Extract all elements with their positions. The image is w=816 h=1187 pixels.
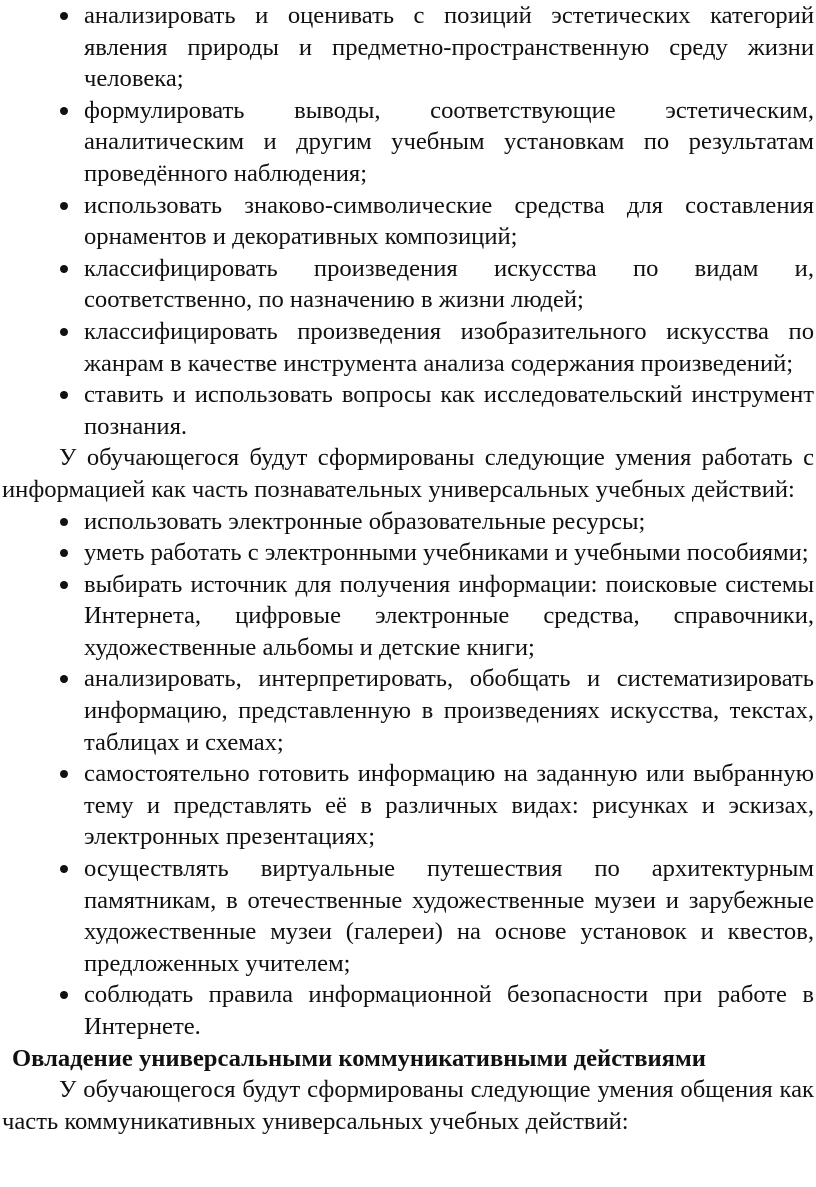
list-item-text: формулировать выводы, соответствующие эстетическим, аналитическим и другим учебным установкам по результатам проведённого наблюдения; bbox=[84, 96, 814, 187]
list-item bbox=[2, 0, 814, 95]
list-item-text: соблюдать правила информационной безопасности при работе в Интернете. bbox=[84, 981, 814, 1040]
list-item bbox=[2, 506, 814, 538]
bullet-icon bbox=[60, 549, 68, 557]
list-item bbox=[2, 979, 814, 1042]
list-item bbox=[2, 379, 814, 442]
list-item-text: уметь работать с электронными учебниками и учебными пособиями; bbox=[84, 539, 809, 567]
list-item-text: использовать знаково-символические средства для составления орнаментов и декоративных композиций; bbox=[84, 191, 814, 251]
bullet-icon bbox=[60, 328, 68, 336]
list-item-text: классифицировать произведения изобразительного искусства по жанрам в качестве инструмента анализа содержания произведений; bbox=[84, 317, 814, 377]
list-item-text: самостоятельно готовить информацию на заданную или выбранную тему и представлять её в различных видах: рисунках и эскизах, электронных презентациях; bbox=[84, 760, 814, 851]
list-item bbox=[2, 853, 814, 979]
bullet-icon bbox=[60, 265, 68, 273]
list-item bbox=[2, 316, 814, 379]
bullet-icon bbox=[60, 12, 68, 20]
list-item bbox=[2, 758, 814, 853]
bullet-icon bbox=[60, 518, 68, 526]
bullet-list-information bbox=[2, 506, 814, 1043]
list-item bbox=[2, 537, 814, 569]
list-item-text: использовать электронные образовательные ресурсы; bbox=[84, 507, 646, 535]
section-heading: Овладение универсальными коммуникативными действиями bbox=[12, 1044, 706, 1072]
list-item-text: выбирать источник для получения информации: поисковые системы Интернета, цифровые электронные средства, справочники, художественные альбомы и детские книги; bbox=[84, 570, 814, 661]
paragraph-information-skills: У обучающегося будут сформированы следующие умения работать с информацией как часть познавательных универсальных учебных действий: bbox=[2, 444, 814, 503]
bullet-icon bbox=[60, 991, 68, 999]
bullet-icon bbox=[60, 865, 68, 873]
bullet-icon bbox=[60, 581, 68, 589]
bullet-icon bbox=[60, 675, 68, 683]
bullet-list-cognitive bbox=[2, 0, 814, 442]
list-item bbox=[2, 190, 814, 253]
list-item-text: осуществлять виртуальные путешествия по архитектурным памятникам, в отечественные художественные музеи и зарубежные художественные музеи (галереи) на основе установок и квестов, предложенных учителем; bbox=[84, 855, 814, 977]
list-item-text: ставить и использовать вопросы как исследовательский инструмент познания. bbox=[84, 381, 814, 440]
bullet-icon bbox=[60, 107, 68, 115]
paragraph-communication-skills: У обучающегося будут сформированы следующие умения общения как часть коммуникативных универсальных учебных действий: bbox=[2, 1076, 814, 1135]
bullet-icon bbox=[60, 391, 68, 399]
list-item-text: анализировать, интерпретировать, обобщать и систематизировать информацию, представленную в произведениях искусства, текстах, таблицах и схемах; bbox=[84, 665, 814, 756]
bullet-icon bbox=[60, 202, 68, 210]
bullet-icon bbox=[60, 770, 68, 778]
list-item bbox=[2, 253, 814, 316]
list-item-text: анализировать и оценивать с позиций эстетических категорий явления природы и предметно-пространственную среду жизни человека; bbox=[84, 2, 814, 93]
list-item-text: классифицировать произведения искусства по видам и, соответственно, по назначению в жизни людей; bbox=[84, 254, 814, 314]
list-item bbox=[2, 569, 814, 664]
list-item bbox=[2, 663, 814, 758]
list-item bbox=[2, 95, 814, 190]
